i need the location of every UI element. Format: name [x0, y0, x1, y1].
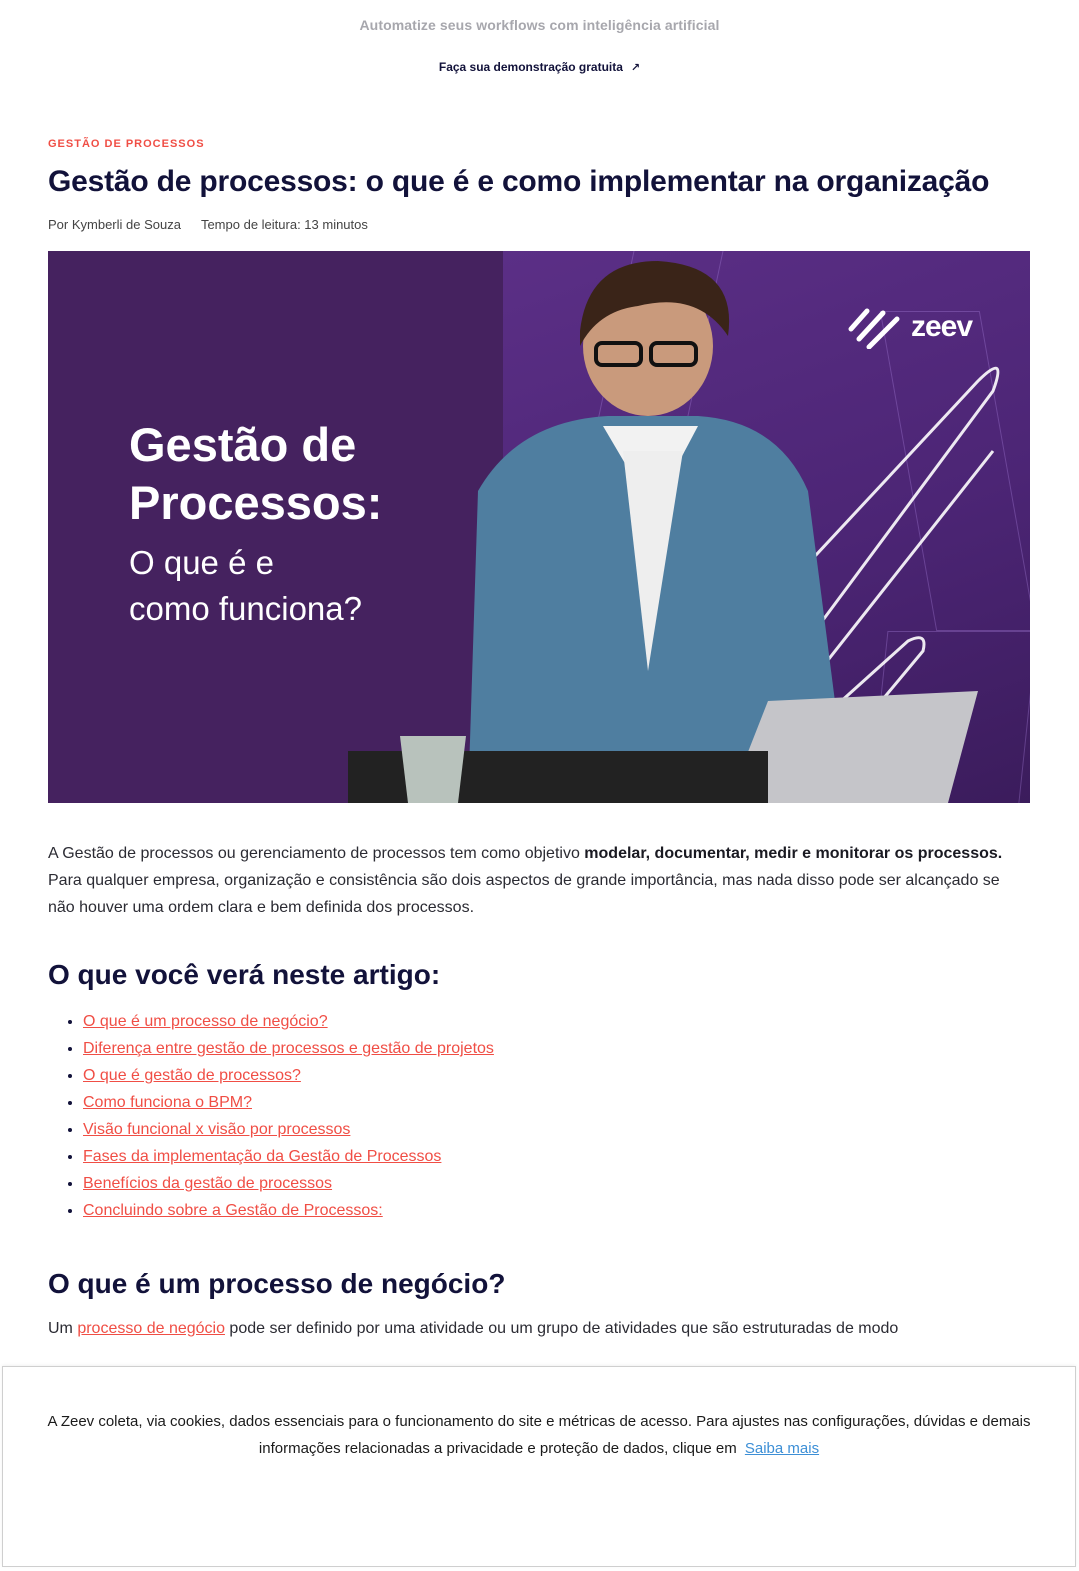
- section-paragraph: [48, 1315, 1030, 1342]
- processo-negocio-link[interactable]: processo de negócio: [77, 1320, 225, 1337]
- hero-title-line: Gestão de: [129, 418, 357, 471]
- hero-title: [129, 416, 382, 532]
- toc-link[interactable]: O que é gestão de processos?: [83, 1067, 301, 1084]
- saiba-mais-link[interactable]: Saiba mais: [744, 1440, 820, 1457]
- mug: [400, 736, 466, 803]
- toc-heading: O que você verá neste artigo:: [48, 959, 441, 990]
- demo-cta-link[interactable]: [439, 60, 640, 74]
- promo-bar: [0, 0, 1079, 76]
- toc-item: [83, 1062, 1030, 1089]
- hero-title-line: Processos:: [129, 476, 383, 529]
- toc-item: [83, 1089, 1030, 1116]
- article-meta: [48, 217, 1030, 232]
- hero-text: [129, 416, 382, 632]
- demo-cta-label: Faça sua demonstração gratuita: [438, 60, 623, 74]
- zeev-logo-icon: [845, 305, 905, 349]
- article: [48, 138, 1030, 1342]
- hero-subtitle: [129, 540, 382, 632]
- hero-subtitle-line: O que é e: [129, 544, 274, 581]
- intro-text: Para qualquer empresa, organização e consistência são dois aspectos de grande importância, mas nada disso pode ser alcançado se não houver uma ordem clara e bem definida dos processos.: [48, 872, 1000, 916]
- zeev-logo: [845, 305, 972, 349]
- cookie-text-block: [3, 1408, 1075, 1462]
- cookie-banner: [2, 1366, 1076, 1567]
- intro-paragraph: [48, 840, 1030, 921]
- hero-subtitle-line: como funciona?: [129, 590, 362, 627]
- section-text: Um: [48, 1320, 78, 1337]
- toc-item: [83, 1197, 1030, 1224]
- page-title: Gestão de processos: o que é e como implementar na organização: [48, 165, 990, 198]
- toc-link[interactable]: Benefícios da gestão de processos: [83, 1175, 333, 1192]
- toc-item: [83, 1143, 1030, 1170]
- toc-item: [83, 1008, 1030, 1035]
- section-heading: O que é um processo de negócio?: [48, 1268, 506, 1299]
- cookie-text: A Zeev coleta, via cookies, dados essenciais para o funcionamento do site e métricas de acesso. Para ajustes nas configurações, dúvidas e demais informações relacionadas a privacidade e proteção de dados, clique em: [47, 1413, 1031, 1457]
- section-text: pode ser definido por uma atividade ou um grupo de atividades que são estruturadas de modo: [224, 1320, 899, 1337]
- table-of-contents: [48, 1008, 1030, 1224]
- promo-text: Automatize seus workflows com inteligência artificial: [359, 17, 720, 33]
- author: Por Kymberli de Souza: [48, 217, 181, 232]
- toc-link[interactable]: O que é um processo de negócio?: [83, 1013, 328, 1030]
- toc-link[interactable]: Visão funcional x visão por processos: [83, 1121, 351, 1138]
- toc-item: [83, 1116, 1030, 1143]
- arrow-up-right-icon: ↗: [630, 61, 641, 74]
- toc-link[interactable]: Fases da implementação da Gestão de Processos: [83, 1148, 442, 1165]
- intro-bold: modelar, documentar, medir e monitorar os processos.: [584, 845, 1003, 862]
- toc-item: [83, 1035, 1030, 1062]
- toc-link[interactable]: Como funciona o BPM?: [83, 1094, 252, 1111]
- toc-link[interactable]: Diferença entre gestão de processos e gestão de projetos: [83, 1040, 494, 1057]
- toc-link[interactable]: Concluindo sobre a Gestão de Processos:: [83, 1202, 383, 1219]
- hero-image: [48, 251, 1030, 803]
- toc-item: [83, 1170, 1030, 1197]
- intro-text: A Gestão de processos ou gerenciamento de processos tem como objetivo: [48, 845, 585, 862]
- zeev-logo-text: zeev: [911, 310, 973, 343]
- category-label[interactable]: GESTÃO DE PROCESSOS: [48, 138, 205, 150]
- reading-time: Tempo de leitura: 13 minutos: [200, 217, 368, 232]
